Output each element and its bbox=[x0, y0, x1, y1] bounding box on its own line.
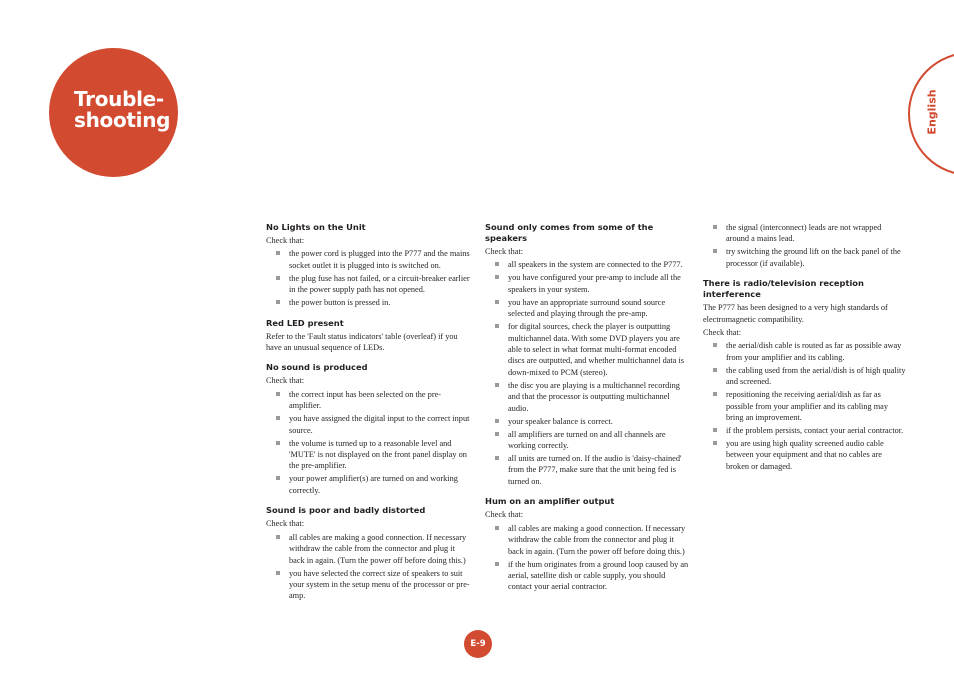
bullet-icon bbox=[276, 535, 280, 539]
bullet-icon bbox=[276, 441, 280, 445]
poor-sound-intro: Check that: bbox=[266, 519, 305, 529]
bullet-icon bbox=[713, 428, 717, 432]
list-item-text: repositioning the receiving aerial/dish as far as possible from your amplifier and its cabling may bring an improvement. bbox=[726, 390, 888, 423]
bullet-icon bbox=[713, 249, 717, 253]
list-item bbox=[266, 273, 472, 296]
list-item-text: you have selected the correct size of speakers to suit your system in the setup menu of the processor or pre-amp. bbox=[289, 568, 470, 601]
list-item-text: for digital sources, check the player is outputting multichannel data. With some DVD players you are able to select in what format multi-format encoded discs are outputted, and whether multichannel data is down-mixed to PCM (stereo). bbox=[508, 322, 685, 377]
list-item-text: the aerial/dish cable is routed as far as possible away from your amplifier and its cabling. bbox=[726, 341, 902, 362]
heading-no-lights: No Lights on the Unit bbox=[266, 222, 366, 232]
list-item-text: all amplifiers are turned on and all channels are working correctly. bbox=[508, 429, 666, 451]
interference-list bbox=[703, 340, 906, 472]
list-item bbox=[485, 259, 691, 270]
list-item bbox=[266, 532, 472, 566]
red-led-text: Refer to the 'Fault status indicators' table (overleaf) if you have an unusual sequence of LEDs. bbox=[266, 331, 458, 353]
list-item-text: the disc you are playing is a multichannel recording and that the processor is outputting multichannel audio. bbox=[508, 380, 680, 413]
bullet-icon bbox=[495, 383, 499, 387]
list-item-text: the signal (interconnect) leads are not wrapped around a mains lead. bbox=[726, 223, 882, 244]
bullet-icon bbox=[276, 416, 280, 420]
list-item bbox=[703, 365, 906, 388]
heading-red-led: Red LED present bbox=[266, 317, 344, 328]
list-item bbox=[266, 297, 472, 308]
bullet-icon bbox=[713, 343, 717, 347]
list-item bbox=[703, 222, 906, 245]
list-item bbox=[485, 523, 691, 557]
list-item bbox=[485, 453, 691, 487]
list-item bbox=[485, 321, 691, 378]
list-item bbox=[266, 389, 472, 412]
page-number: E-9 bbox=[464, 630, 492, 658]
list-item bbox=[485, 272, 691, 295]
heading-no-sound: No sound is produced bbox=[266, 362, 368, 373]
list-item bbox=[485, 297, 691, 320]
bullet-icon bbox=[495, 419, 499, 423]
list-item-text: all cables are making a good connection. If necessary withdraw the cable from the connector and plug it back in again. (Turn the power off before doing this.) bbox=[508, 523, 686, 556]
bullet-icon bbox=[495, 562, 499, 566]
list-item-text: you are using high quality screened audio cable between your equipment and that no cables are broken or damaged. bbox=[726, 439, 884, 471]
list-item bbox=[266, 248, 472, 271]
list-item bbox=[703, 425, 906, 436]
bullet-icon bbox=[495, 526, 499, 530]
bullet-icon bbox=[495, 324, 499, 328]
poor-sound-list bbox=[266, 532, 472, 602]
bullet-icon bbox=[713, 441, 717, 445]
list-item-text: you have an appropriate surround sound source selected and playing through the pre-amp. bbox=[508, 297, 666, 319]
list-item bbox=[266, 413, 472, 436]
page-title-line1: Trouble- bbox=[74, 87, 164, 111]
no-sound-intro: Check that: bbox=[266, 376, 305, 386]
heading-poor-sound: Sound is poor and badly distorted bbox=[266, 505, 426, 516]
page-title-line2: shooting bbox=[74, 108, 171, 132]
list-item bbox=[485, 559, 691, 593]
list-item-text: if the problem persists, contact your aerial contractor. bbox=[726, 426, 904, 436]
list-item bbox=[266, 568, 472, 602]
bullet-icon bbox=[495, 300, 499, 304]
list-item-text: try switching the ground lift on the back panel of the processor (if available). bbox=[726, 247, 901, 268]
bullet-icon bbox=[495, 456, 499, 460]
no-lights-list bbox=[266, 248, 472, 308]
list-item-text: the correct input has been selected on the pre-amplifier. bbox=[289, 389, 442, 411]
list-item bbox=[703, 246, 906, 269]
interference-intro: Check that: bbox=[703, 328, 742, 338]
some-speakers-list bbox=[485, 259, 691, 487]
hum-continued-list bbox=[703, 222, 906, 269]
list-item-text: all cables are making a good connection. If necessary withdraw the cable from the connector and plug it back in again. (Turn the power off before doing this.) bbox=[289, 532, 467, 565]
language-label: English bbox=[925, 89, 939, 135]
list-item-text: your power amplifier(s) are turned on and working correctly. bbox=[289, 474, 458, 495]
no-lights-intro: Check that: bbox=[266, 236, 305, 245]
page-title bbox=[74, 89, 170, 131]
some-speakers-intro: Check that: bbox=[485, 247, 524, 256]
list-item-text: the plug fuse has not failed, or a circuit-breaker earlier in the power supply path has not opened. bbox=[289, 273, 470, 295]
list-item bbox=[266, 473, 472, 496]
list-item-text: the cabling used from the aerial/dish is of high quality and screened. bbox=[726, 365, 906, 387]
no-sound-list bbox=[266, 389, 472, 496]
bullet-icon bbox=[495, 262, 499, 266]
bullet-icon bbox=[276, 251, 280, 255]
list-item-text: you have assigned the digital input to the correct input source. bbox=[289, 414, 470, 435]
list-item bbox=[266, 438, 472, 472]
list-item bbox=[485, 429, 691, 452]
bullet-icon bbox=[276, 476, 280, 480]
bullet-icon bbox=[495, 275, 499, 279]
list-item-text: the power cord is plugged into the P777 and the mains socket outlet it is plugged into is switched on. bbox=[289, 249, 470, 270]
bullet-icon bbox=[276, 392, 280, 396]
list-item bbox=[485, 416, 691, 427]
list-item bbox=[703, 438, 906, 472]
bullet-icon bbox=[713, 225, 717, 229]
hum-list bbox=[485, 523, 691, 593]
bullet-icon bbox=[713, 392, 717, 396]
list-item-text: your speaker balance is correct. bbox=[508, 416, 613, 426]
column-middle bbox=[485, 222, 691, 594]
heading-interference: There is radio/television reception interference bbox=[703, 278, 864, 300]
list-item bbox=[703, 389, 906, 423]
list-item-text: all units are turned on. If the audio is 'daisy-chained' from the P777, make sure that the unit being fed is turned on. bbox=[508, 454, 682, 486]
heading-some-speakers: Sound only comes from some of the speakers bbox=[485, 222, 654, 243]
bullet-icon bbox=[276, 276, 280, 280]
list-item-text: the power button is pressed in. bbox=[289, 298, 391, 308]
list-item-text: all speakers in the system are connected to the P777. bbox=[508, 260, 683, 270]
list-item-text: if the hum originates from a ground loop caused by an aerial, satellite dish or cable supply, you should contact your aerial contractor. bbox=[508, 559, 689, 592]
bullet-icon bbox=[276, 571, 280, 575]
interference-text: The P777 has been designed to a very high standards of electromagnetic compatibility. bbox=[703, 303, 888, 324]
column-left bbox=[266, 222, 472, 603]
hum-intro: Check that: bbox=[485, 510, 524, 520]
list-item bbox=[703, 340, 906, 363]
bullet-icon bbox=[713, 368, 717, 372]
list-item-text: the volume is turned up to a reasonable level and 'MUTE' is not displayed on the front panel display on the pre-amplifier. bbox=[289, 438, 467, 471]
column-right bbox=[703, 222, 906, 474]
list-item-text: you have configured your pre-amp to include all the speakers in your system. bbox=[508, 273, 681, 294]
heading-hum: Hum on an amplifier output bbox=[485, 496, 615, 507]
bullet-icon bbox=[495, 432, 499, 436]
list-item bbox=[485, 380, 691, 414]
bullet-icon bbox=[276, 300, 280, 304]
